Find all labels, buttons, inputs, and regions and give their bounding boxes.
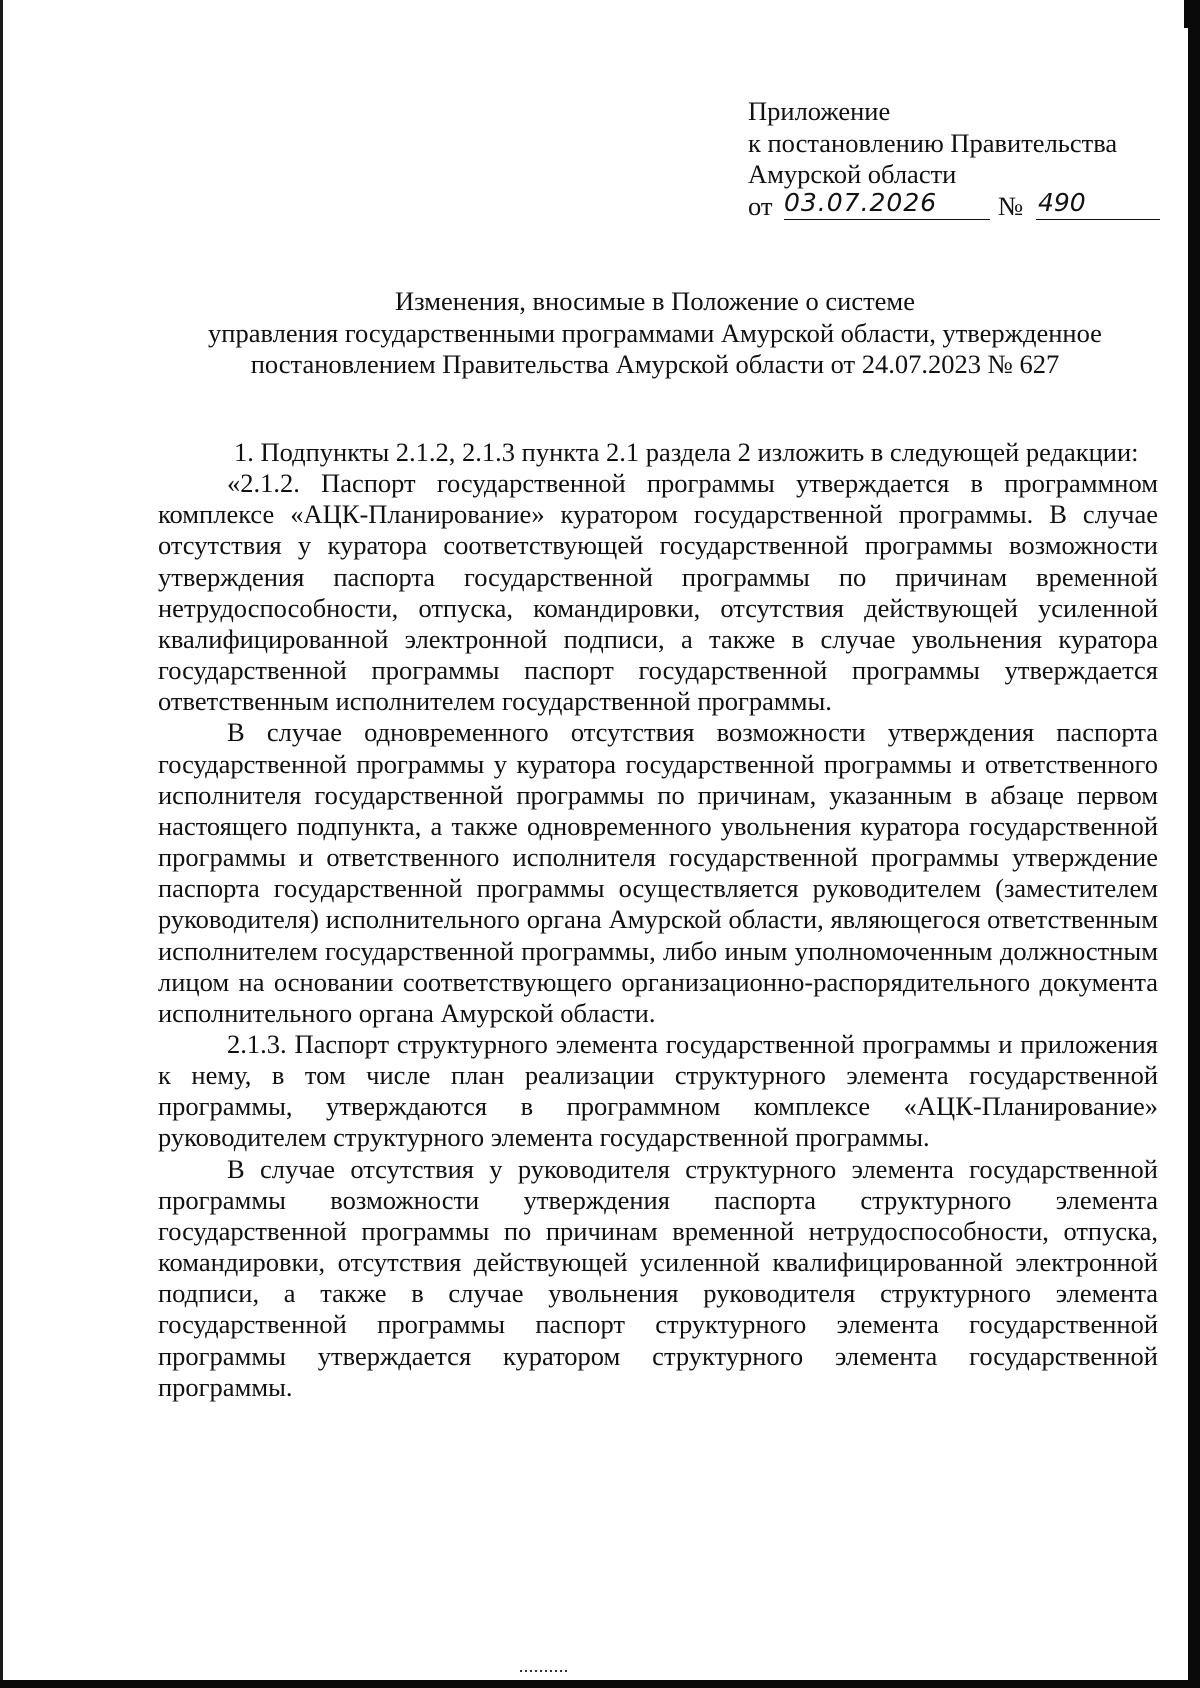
appendix-block [748,96,1168,223]
title-line-3: постановлением Правительства Амурской области от 24.07.2023 № 627 [250,349,1060,379]
paragraph-3: В случае одновременного отсутствия возможности утверждения паспорта государственной программы у куратора государственной программы и ответственного исполнителя государственной программы по причинам, указанным в абзаце первом настоящего подпункта, а также одновременного увольнения куратора государственной программы и ответственного исполнителя государственной программы утверждение паспорта государственной программы осуществляется руководителем (заместителем руководителя) исполнительного органа Амурской области, являющегося ответственным исполнителем государственной программы, либо иным уполномоченным должностным лицом на основании соответствующего организационно-распорядительного документа исполнительного органа Амурской области. [158,717,1158,1028]
title-line-1: Изменения, вносимые в Положение о системе [395,286,915,316]
scan-edge-bottom [0,1680,1200,1688]
scan-artifact [520,1670,570,1672]
paragraph-4: 2.1.3. Паспорт структурного элемента государственной программы и приложения к нему, в том числе план реализации структурного элемента государственной программы, утверждаются в программном комплексе «АЦК-Планирование» руководителем структурного элемента государственной программы. [158,1028,1158,1153]
scan-edge-right [1188,0,1200,1688]
number-sign: № [998,190,1024,221]
title-line-2: управления государственными программами Амурской области, утвержденное [208,317,1102,348]
handwritten-date: 03.07.2026 [784,187,938,217]
appendix-date-line [748,187,1168,223]
handwritten-number: 490 [1038,187,1086,217]
number-underline [1036,219,1160,221]
paragraph-2: «2.1.2. Паспорт государственной программы утверждается в программном комплексе «АЦК-Планирование» куратором государственной программы. В случае отсутствия у куратора соответствующей государственной программы возможности утверждения паспорта государственной программы по причинам временной нетрудоспособности, отпуска, командировки, отсутствия действующей усиленной квалифицированной электронной подписи, а также в случае увольнения куратора государственной программы паспорт государственной программы утверждается ответственным исполнителем государственной программы. [158,468,1158,717]
scan-edge-left [0,0,3,1688]
scan-edge-notch [1184,0,1190,28]
paragraph-5: В случае отсутствия у руководителя структурного элемента государственной программы возможности утверждения паспорта структурного элемента государственной программы по причинам временной нетрудоспособности, отпуска, командировки, отсутствия действующей усиленной квалифицированной электронной подписи, а также в случае увольнения руководителя структурного элемента государственной программы паспорт структурного элемента государственной программы утверждается куратором структурного элемента государственной программы. [158,1153,1158,1402]
appendix-line-2: к постановлению Правительства [748,127,1118,158]
document-title [150,286,1160,381]
appendix-line-3: Амурской области [748,159,957,190]
appendix-line-1: Приложение [748,96,891,126]
document-body [158,437,1158,1403]
date-underline [784,219,990,221]
paragraph-1: 1. Подпункты 2.1.2, 2.1.3 пункта 2.1 раздела 2 изложить в следующей редакции: [234,437,1139,467]
date-prefix: от [748,190,773,221]
